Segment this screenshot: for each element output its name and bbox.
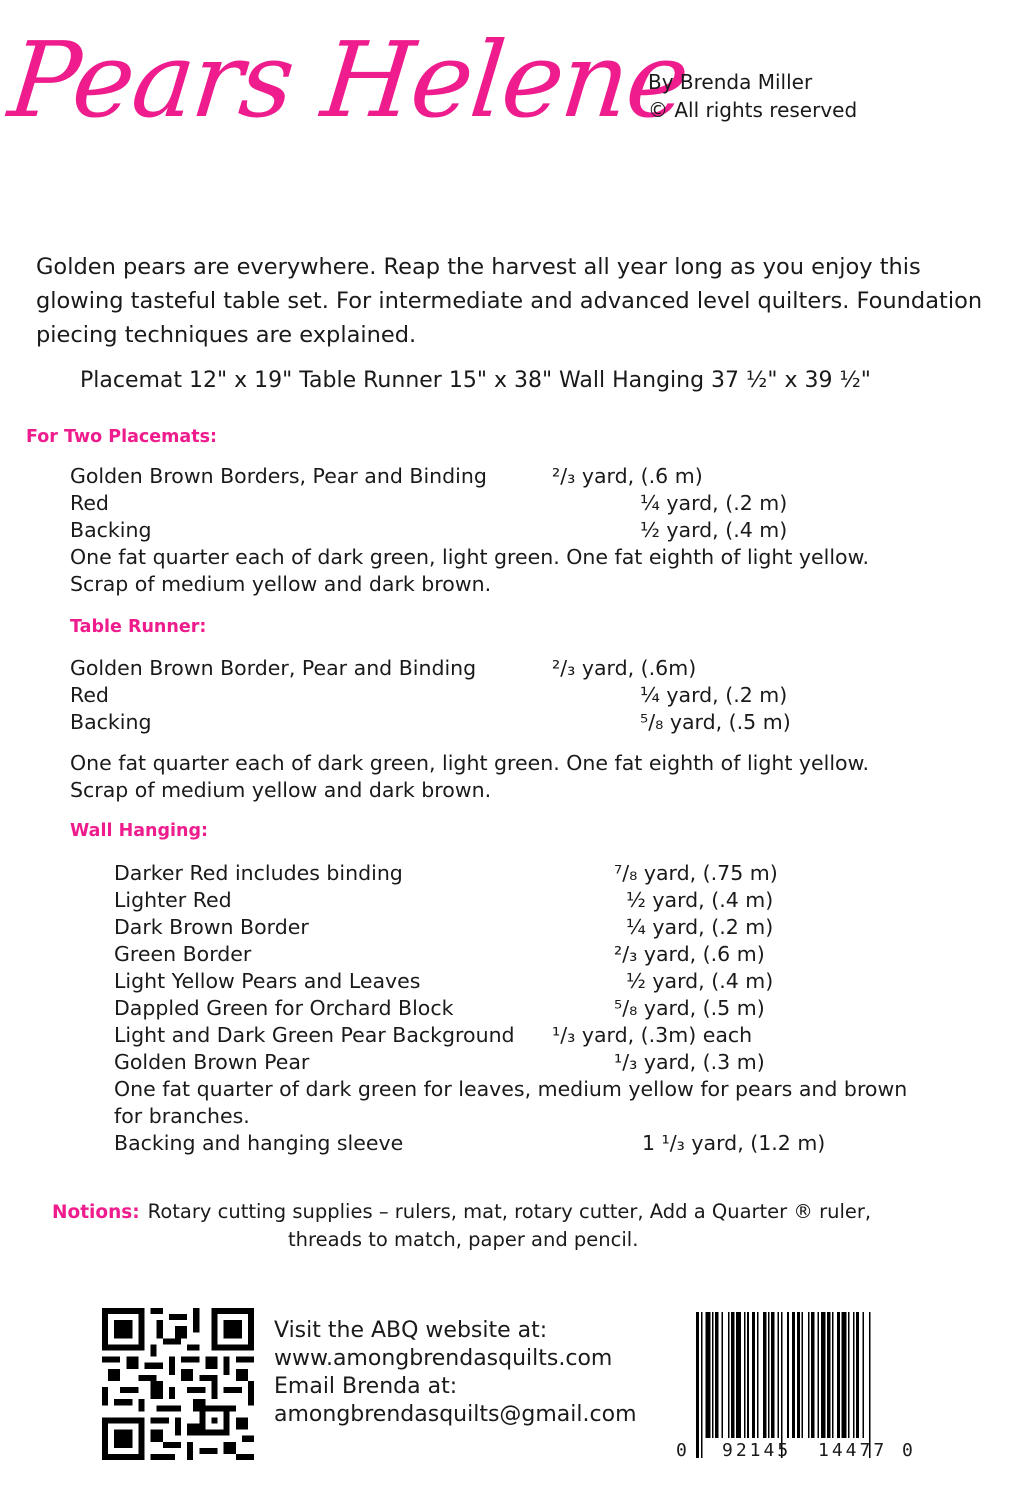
barcode-bar: [862, 1312, 864, 1438]
barcode-bar: [832, 1312, 834, 1438]
runner-note: [70, 750, 869, 804]
notions-line: threads to match, paper and pencil.: [288, 1228, 639, 1251]
barcode-bar: [781, 1312, 783, 1458]
material-amount: ¼ yard, (.2 m): [626, 915, 774, 939]
material-amount: ¹/₃ yard, (.3m) each: [552, 1023, 753, 1047]
material-name: Light Yellow Pears and Leaves: [114, 969, 421, 993]
barcode-bar: [837, 1312, 840, 1438]
barcode-bar: [731, 1312, 734, 1438]
barcode-bar: [706, 1312, 711, 1438]
material-amount: ½ yard, (.4 m): [640, 518, 788, 542]
section-heading-placemats: For Two Placemats:: [26, 427, 217, 447]
pattern-title: Pears Helene: [3, 19, 693, 141]
material-name: Backing: [70, 518, 152, 542]
email-label: Email Brenda at:: [274, 1374, 458, 1399]
barcode-bar: [757, 1312, 759, 1438]
barcode-bar: [848, 1312, 850, 1438]
notions-label: Notions:: [52, 1202, 140, 1223]
material-name: Green Border: [114, 942, 252, 966]
finished-sizes: Placemat 12" x 19" Table Runner 15" x 38" Wall Hanging 37 ½" x 39 ½": [80, 368, 871, 393]
material-name: Backing: [70, 710, 152, 734]
barcode-group-1: 92145: [722, 1440, 792, 1461]
material-name: Backing and hanging sleeve: [114, 1131, 404, 1155]
barcode-bar: [696, 1312, 699, 1458]
barcode-bar: [736, 1312, 741, 1438]
material-name: Golden Brown Border, Pear and Binding: [70, 656, 477, 680]
material-amount: ²/₃ yard, (.6 m): [552, 464, 703, 488]
section-heading-wall: Wall Hanging:: [70, 821, 209, 841]
barcode-group-2: 14477: [818, 1440, 888, 1461]
barcode-bar: [853, 1312, 855, 1438]
email-link[interactable]: amongbrendasquilts@gmail.com: [274, 1402, 637, 1427]
barcode-bar: [744, 1312, 746, 1438]
material-amount: ⁷/₈ yard, (.75 m): [614, 861, 778, 885]
material-amount: ¼ yard, (.2 m): [640, 491, 788, 515]
material-name: Light and Dark Green Pear Background: [114, 1023, 515, 1047]
material-name: Red: [70, 491, 109, 515]
note-line: One fat quarter of dark green for leaves, medium yellow for pears and brown: [114, 1077, 908, 1101]
barcode-bar: [768, 1312, 770, 1438]
material-amount: ½ yard, (.4 m): [626, 888, 774, 912]
barcode-bar: [818, 1312, 820, 1438]
material-amount: ⁵/₈ yard, (.5 m): [614, 996, 765, 1020]
barcode-bar: [778, 1312, 780, 1438]
intro-paragraph: Golden pears are everywhere. Reap the harvest all year long as you enjoy this glowing tasteful table set. For intermediate and advanced level quilters. Foundation piecing techniques are explained.: [36, 254, 983, 348]
material-amount: ½ yard, (.4 m): [626, 969, 774, 993]
note-line: One fat quarter each of dark green, light green. One fat eighth of light yellow.: [70, 545, 869, 569]
barcode-digit-left: 0: [676, 1440, 687, 1461]
barcode-bar: [787, 1312, 789, 1438]
section-heading-runner: Table Runner:: [70, 617, 207, 637]
barcode-bar: [802, 1312, 804, 1438]
barcode-bar: [763, 1312, 766, 1438]
website-label: Visit the ABQ website at:: [274, 1318, 548, 1343]
barcode-bar: [821, 1312, 826, 1438]
barcode-bar: [722, 1312, 724, 1438]
material-name: Golden Brown Pear: [114, 1050, 310, 1074]
barcode-bar: [797, 1312, 800, 1438]
placemats-note: [70, 544, 869, 598]
material-name: Red: [70, 683, 109, 707]
notions: [52, 1198, 871, 1227]
note-line: One fat quarter each of dark green, light green. One fat eighth of light yellow.: [70, 751, 869, 775]
barcode-bar: [701, 1312, 703, 1458]
note-line: Scrap of medium yellow and dark brown.: [70, 572, 492, 596]
contact-info: [274, 1317, 637, 1429]
material-amount: ²/₃ yard, (.6 m): [614, 942, 765, 966]
website-link[interactable]: www.amongbrendasquilts.com: [274, 1346, 613, 1371]
barcode-bar: [869, 1312, 871, 1458]
material-amount: ¼ yard, (.2 m): [640, 683, 788, 707]
barcode-bar: [715, 1312, 718, 1438]
material-amount: ¹/₃ yard, (.3 m): [614, 1050, 765, 1074]
material-name: Golden Brown Borders, Pear and Binding: [70, 464, 487, 488]
note-line: for branches.: [114, 1104, 250, 1128]
author: By Brenda Miller: [648, 70, 813, 94]
material-amount: ⁵/₈ yard, (.5 m): [640, 710, 791, 734]
barcode-bar: [811, 1312, 814, 1438]
barcode-bar: [856, 1312, 859, 1438]
material-name: Dappled Green for Orchard Block: [114, 996, 454, 1020]
barcode-bar: [747, 1312, 749, 1438]
barcode-bar: [792, 1312, 795, 1438]
barcode-bar: [728, 1312, 730, 1438]
material-name: Lighter Red: [114, 888, 232, 912]
material-amount: ²/₃ yard, (.6m): [552, 656, 697, 680]
barcode-bar: [808, 1312, 810, 1438]
barcode-bar: [842, 1312, 847, 1438]
barcode-digit-right: 0: [902, 1440, 913, 1461]
note-line: Scrap of medium yellow and dark brown.: [70, 778, 492, 802]
barcode-bar: [752, 1312, 755, 1438]
barcode-bar: [712, 1312, 714, 1438]
material-name: Darker Red includes binding: [114, 861, 403, 885]
barcode-bar: [827, 1312, 830, 1438]
material-amount: 1 ¹/₃ yard, (1.2 m): [642, 1131, 826, 1155]
notions-line: Rotary cutting supplies – rulers, mat, rotary cutter, Add a Quarter ® ruler,: [147, 1200, 872, 1223]
byline: [648, 68, 857, 124]
wall-note: [114, 1076, 907, 1130]
rights-notice: © All rights reserved: [648, 98, 858, 122]
barcode-bar: [771, 1312, 774, 1438]
qr-code-icon: [102, 1308, 254, 1460]
material-name: Dark Brown Border: [114, 915, 309, 939]
